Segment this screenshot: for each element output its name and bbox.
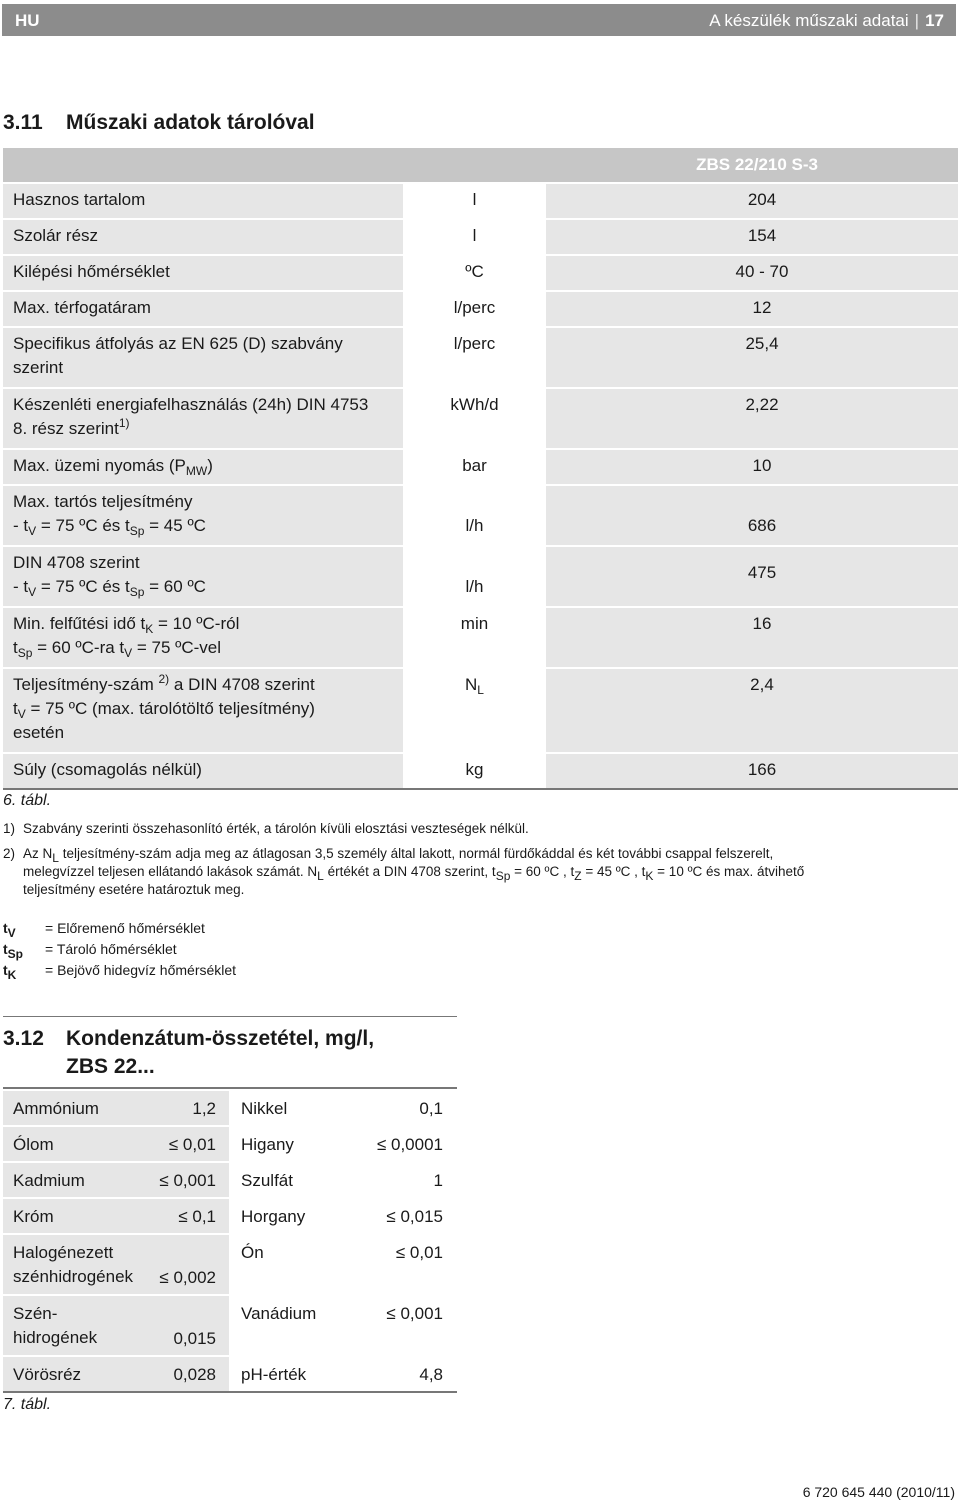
left-cell (3, 1127, 229, 1161)
model-name: ZBS 22/210 S-3 (696, 155, 818, 174)
section-heading-line (3, 1025, 374, 1053)
row-label (3, 608, 403, 667)
row-label (3, 328, 403, 387)
table-row (3, 218, 958, 254)
row-label-line (13, 575, 393, 599)
row-unit: min (405, 608, 544, 667)
row-label-line: Készenléti energiafelhasználás (24h) DIN 4753 (13, 395, 369, 414)
table-row (3, 182, 958, 218)
row-label (3, 547, 403, 606)
row-label (3, 450, 403, 484)
page-number: 17 (925, 11, 944, 30)
footnote-line (23, 845, 943, 863)
table-row (3, 1089, 457, 1125)
table-row (3, 1233, 457, 1294)
row-label-text: Min. felfűtési idő t (13, 614, 146, 633)
row-label-text: - t (13, 516, 29, 535)
row-value: 25,4 (546, 328, 958, 387)
section-number: 3.11 (3, 111, 43, 134)
condensate-table (3, 1089, 457, 1393)
subscript: K (145, 622, 154, 636)
substance-name: hidrogének (13, 1328, 98, 1347)
footnote-number: 2) (3, 846, 16, 861)
substance-name: pH-érték (241, 1365, 307, 1384)
footnote-number: 1) (3, 821, 16, 836)
row-value: 166 (546, 754, 958, 788)
row-label: Szolár rész (3, 220, 403, 254)
row-unit: l/h (405, 547, 544, 606)
subscript: L (317, 869, 324, 883)
symbol-text: t (3, 962, 8, 978)
footnote-text: Szabvány szerinti összehasonlító érték, a tárolón kívüli elosztási veszteségek nélkül. (23, 821, 529, 836)
row-label-line: Specifikus átfolyás az EN 625 (D) szabvány (13, 334, 343, 353)
table-caption: 7. tábl. (3, 1396, 52, 1413)
legend-description: = Bejövő hidegvíz hőmérséklet (45, 962, 237, 978)
footnote (3, 820, 953, 840)
tech-data-table (3, 148, 958, 790)
legend-description: = Tároló hőmérséklet (45, 941, 177, 957)
row-value: 40 - 70 (546, 256, 958, 290)
substance-name: Króm (13, 1207, 54, 1226)
subscript: Sp (129, 585, 145, 599)
subscript: K (645, 869, 654, 883)
left-cell (3, 1199, 229, 1233)
row-label-line (13, 697, 393, 721)
substance-value: ≤ 0,001 (159, 1171, 216, 1190)
left-cell (3, 1163, 229, 1197)
table-row (3, 1125, 457, 1161)
row-label-line: esetén (13, 723, 65, 742)
footnote-line: teljesítmény esetére határoztuk meg. (23, 882, 245, 897)
row-value: 2,22 (546, 389, 958, 448)
table-row (3, 1161, 457, 1197)
substance-name: Kadmium (13, 1171, 85, 1190)
table-bottom-rule (3, 1391, 457, 1393)
row-label-text: = 10 ºC-ról (153, 614, 240, 633)
table-row (3, 484, 958, 545)
row-label (3, 389, 403, 448)
section-heading-3-11 (3, 111, 315, 135)
row-label-text: Teljesítmény-szám (13, 675, 154, 694)
table-header (3, 148, 958, 182)
left-cell (3, 1235, 229, 1294)
row-label (3, 486, 403, 545)
row-unit: ºC (405, 256, 544, 290)
subscript: Sp (129, 524, 145, 538)
row-value: 686 (546, 486, 958, 545)
substance-name: Szén- (13, 1304, 58, 1323)
row-label-text: a DIN 4708 szerint (169, 675, 315, 694)
row-label-line (13, 612, 393, 636)
section-heading-3-12 (3, 1025, 374, 1081)
row-label-line (13, 417, 393, 441)
footnote-line (23, 863, 943, 881)
footnote-ref: 2) (158, 672, 170, 686)
subscript: V (124, 646, 133, 660)
substance-name: Higany (241, 1135, 294, 1154)
row-label-text: Max. üzemi nyomás (P (13, 456, 186, 475)
footnote-text-part: = 45 ºC , t (581, 864, 646, 879)
subscript: V (28, 524, 37, 538)
section-rule (3, 1016, 457, 1017)
subscript: L (477, 683, 484, 697)
table-row (3, 254, 958, 290)
row-unit: bar (405, 450, 544, 484)
row-unit: l (405, 184, 544, 218)
left-cell (3, 1357, 229, 1391)
header-title-group (709, 11, 944, 31)
substance-value: 1 (433, 1171, 443, 1190)
footnote-text-part: = 60 ºC , t (510, 864, 575, 879)
row-label-text: = 75 ºC-vel (132, 638, 222, 657)
subscript: L (52, 851, 59, 865)
section-title: Műszaki adatok tárolóval (66, 111, 315, 134)
row-label: Súly (csomagolás nélkül) (3, 754, 403, 788)
row-label-text: - t (13, 577, 29, 596)
footnote-text-part: teljesítmény-szám adja meg az átlagosan 3,5 személy által lakott, normál fürdőkáddal és két további csappal felszerelt, (58, 846, 774, 861)
row-label-text: t (13, 699, 18, 718)
row-label-line: szerint (13, 358, 64, 377)
table-row (3, 1197, 457, 1233)
legend-symbol (3, 920, 16, 940)
right-cell (231, 1127, 457, 1161)
table-row (3, 290, 958, 326)
row-label-text: = 75 ºC és t (36, 516, 130, 535)
row-label-text: = 75 ºC és t (36, 577, 130, 596)
left-cell (3, 1091, 229, 1125)
section-title: Kondenzátum-összetétel, mg/l, (66, 1027, 375, 1050)
table-row (3, 387, 958, 448)
row-label-line (13, 514, 393, 538)
row-unit: l/perc (405, 328, 544, 387)
row-value: 154 (546, 220, 958, 254)
left-cell (3, 1296, 229, 1355)
row-value: 475 (546, 547, 958, 606)
substance-value: ≤ 0,002 (159, 1268, 216, 1287)
symbol-text: t (3, 920, 8, 936)
subscript: Sp (7, 947, 24, 961)
row-label-line: DIN 4708 szerint (13, 553, 140, 572)
footnote-text (23, 845, 943, 899)
subscript: Z (574, 869, 582, 883)
section-heading-line (3, 1053, 374, 1081)
header-separator: | (914, 11, 920, 30)
substance-value: ≤ 0,1 (178, 1207, 216, 1226)
footnote-text-part: = 10 ºC és max. átvihető (653, 864, 805, 879)
row-value: 16 (546, 608, 958, 667)
footnote-text-part: Az N (23, 846, 53, 861)
subscript: K (7, 968, 17, 982)
substance-value: 0,028 (173, 1365, 216, 1384)
table-row (3, 545, 958, 606)
section-title: ZBS 22... (66, 1055, 155, 1078)
substance-name: Szulfát (241, 1171, 293, 1190)
legend-symbol (3, 941, 24, 961)
footnote-ref: 1) (118, 416, 130, 430)
row-unit: kg (405, 754, 544, 788)
row-label-text: = 45 ºC (144, 516, 206, 535)
table-caption: 6. tábl. (3, 792, 52, 809)
table-bottom-rule (3, 788, 958, 790)
subscript: V (28, 585, 37, 599)
substance-value: ≤ 0,01 (395, 1243, 443, 1262)
substance-value: ≤ 0,015 (386, 1207, 443, 1226)
substance-value: ≤ 0,01 (168, 1135, 216, 1154)
substance-value: 0,1 (419, 1099, 443, 1118)
table-row (3, 752, 958, 788)
row-label: Hasznos tartalom (3, 184, 403, 218)
substance-name: Vanádium (241, 1304, 317, 1323)
table-row (3, 1355, 457, 1391)
substance-name: Ólom (13, 1135, 54, 1154)
row-label: Kilépési hőmérséklet (3, 256, 403, 290)
row-label-text: = 60 ºC (144, 577, 206, 596)
row-label (3, 669, 403, 752)
row-label-text: = 60 ºC-ra t (32, 638, 125, 657)
row-unit: l/perc (405, 292, 544, 326)
row-label-line (13, 636, 393, 660)
substance-name: Vörösréz (13, 1365, 82, 1384)
row-label-text: t (13, 638, 18, 657)
substance-name: Ammónium (13, 1099, 99, 1118)
substance-name: szénhidrogének (13, 1267, 134, 1286)
right-cell (231, 1091, 457, 1125)
symbol-text: t (3, 941, 8, 957)
language-code: HU (15, 11, 40, 30)
document-code: 6 720 645 440 (2010/11) (802, 1484, 955, 1500)
row-label: Max. térfogatáram (3, 292, 403, 326)
row-label-text: ) (207, 456, 213, 475)
row-label-text: = 75 ºC (max. tárolótöltő teljesítmény) (25, 699, 315, 718)
substance-value: ≤ 0,001 (386, 1304, 443, 1323)
right-cell (231, 1199, 457, 1233)
substance-value: 1,2 (192, 1099, 216, 1118)
row-value: 204 (546, 184, 958, 218)
substance-name: Nikkel (241, 1099, 288, 1118)
row-value: 2,4 (546, 669, 958, 752)
right-cell (231, 1296, 457, 1355)
substance-name: Horgany (241, 1207, 306, 1226)
substance-value: ≤ 0,0001 (376, 1135, 443, 1154)
row-value: 12 (546, 292, 958, 326)
page-header (2, 4, 956, 36)
legend-description: = Előremenő hőmérséklet (45, 920, 205, 936)
subscript: Sp (495, 869, 511, 883)
table-row (3, 1294, 457, 1355)
section-number: 3.12 (3, 1027, 44, 1050)
unit-text: N (465, 675, 478, 694)
right-cell (231, 1357, 457, 1391)
subscript: V (17, 707, 26, 721)
footnote-text-part: melegvízzel teljesen ellátandó lakások számát. N (23, 864, 318, 879)
right-cell (231, 1163, 457, 1197)
substance-name: Halogénezett (13, 1243, 114, 1262)
row-unit: kWh/d (405, 389, 544, 448)
table-row (3, 326, 958, 387)
row-label-text: 8. rész szerint (13, 419, 119, 438)
subscript: V (7, 926, 16, 940)
substance-name: Ón (241, 1243, 264, 1262)
row-unit: l/h (405, 486, 544, 545)
substance-value: 4,8 (419, 1365, 443, 1384)
right-cell (231, 1235, 457, 1294)
table-row (3, 667, 958, 752)
footnote-text-part: értékét a DIN 4708 szerint, t (323, 864, 496, 879)
row-label-line: Max. tartós teljesítmény (13, 492, 193, 511)
table-row (3, 448, 958, 484)
row-unit: l (405, 220, 544, 254)
footnote (3, 845, 953, 901)
legend-symbol (3, 962, 17, 982)
row-value: 10 (546, 450, 958, 484)
substance-value: 0,015 (173, 1329, 216, 1348)
subscript: Sp (17, 646, 33, 660)
table-row (3, 606, 958, 667)
row-unit (405, 669, 544, 752)
subscript: MW (185, 464, 208, 478)
row-label-line (13, 673, 393, 697)
header-title: A készülék műszaki adatai (709, 11, 909, 30)
